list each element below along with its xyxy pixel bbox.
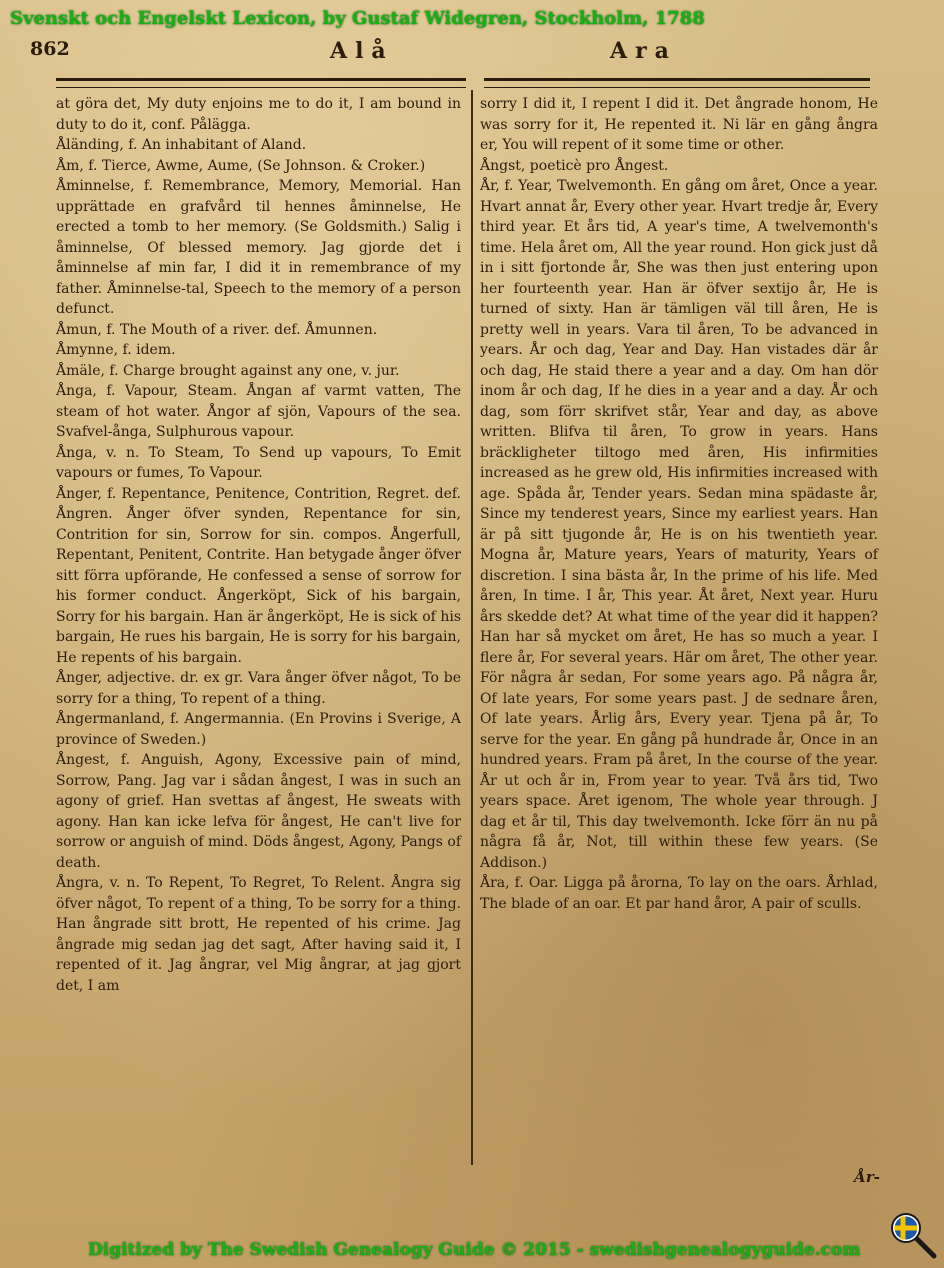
dictionary-entry: År, f. Year, Twelvemonth. En gång om året, Once a year. Hvart annat år, Every other year. Hvart tredje år, Every third year. Et års tid, A year's time, A twelvemonth's time. Hela året om, All the year round. Hon gick just då in i sitt fjortonde år, She was then just entering upon her fourteenth year. Han är öfver sextijo år, He is turned of sixty. Han är tämligen väl till åren, He is pretty well in years. Vara til åren, To be advanced in years. År och dag, Year and Day. Han vistades där år och dag, He staid there a year and a day. Om han dör inom år och dag, If he dies in a year and a day. År och dag, som förr skrifvet står, Year and day, as above written. Blifva til åren, To grow in years. Hans bräckligheter tiltogo med åren, His infirmities increased as he grew old, His infirmities increased with age. Spåda år, Tender years. Sedan mina spädaste år, Since my tenderest years, Since my earliest years. Han är på sitt tjugonde år, He is on his twentieth year. Mogna år, Mature years, Years of maturity, Years of discretion. I sina bästa år, In the prime of his life. Med åren, In time. I år, This year. Åt året, Next year. Huru års skedde det? At what time of the year did it happen? Han har så mycket om året, He has so much a year. I flere år, For several years. Här om året, The other year. För några år sedan, For some years ago. På några år, Of late years, For some years past. J de sednare åren, Of late years. Årlig års, Every year. Tjena på år, To serve for the year. En gång på hundrade år, Once in an hundred years. Fram på året, In the course of the year. År ut och år in, From year to year. Två års tid, Two years space. Året igenom, The whole year through. J dag et år til, This day twelvemonth. Icke förr än nu på några få år, Not, till within these few years. (Se Addison.) [480, 178, 878, 871]
dictionary-entry: Ångermanland, f. Angermannia. (En Provins i Sverige, A province of Sweden.) [56, 711, 461, 748]
catchword: År- [854, 1168, 880, 1186]
dictionary-entry: Åra, f. Oar. Ligga på årorna, To lay on the oars. Århlad, The blade of an oar. Et par hand åror, A pair of sculls. [480, 875, 878, 912]
column-divider [471, 90, 473, 1165]
header-rule-left [56, 78, 466, 88]
dictionary-entry: Åm, f. Tierce, Awme, Aume, (Se Johnson. & Croker.) [56, 157, 426, 174]
running-head-right: Ara [610, 38, 677, 64]
dictionary-entry: at göra det, My duty enjoins me to do it, I am bound in duty to do it, conf. Pålägga. [56, 96, 461, 133]
dictionary-entry: Åminnelse, f. Remembrance, Memory, Memorial. Han upprättade en grafvård til hennes åminnelse, He erected a tomb to her memory. (Se Goldsmith.) Salig i åminnelse, Of blessed memory. Jag gjorde det i åminnelse af min far, I did it in remembrance of my father. Åminnelse-tal, Speech to the memory of a person defunct. [56, 178, 461, 317]
dictionary-entry: Åländing, f. An inhabitant of Aland. [56, 137, 307, 153]
banner-title: Svenskt och Engelskt Lexicon, by Gustaf Widegren, Stockholm, 1788 [10, 8, 705, 29]
dictionary-entry: sorry I did it, I repent I did it. Det ångrade honom, He was sorry for it, He repented it. Ni lär en gång ångra er, You will repent of it some time or other. [480, 96, 878, 153]
header-rule-right [484, 78, 870, 88]
dictionary-entry: Åmynne, f. idem. [56, 342, 176, 358]
dictionary-entry: Åmäle, f. Charge brought against any one, v. jur. [56, 362, 400, 379]
right-column [480, 94, 878, 914]
dictionary-entry: Åmun, f. The Mouth of a river. def. Åmunnen. [56, 321, 378, 338]
running-head [30, 38, 880, 68]
dictionary-entry: Ånger, adjective. dr. ex gr. Vara ånger öfver något, To be sorry for a thing, To repent of a thing. [56, 670, 461, 707]
dictionary-entry: Ångra, v. n. To Repent, To Regret, To Relent. Ångra sig öfver något, To repent of a thing, To be sorry for a thing. Han ångrade sitt brott, He repented of his crime. Jag ångrade mig sedan jag det sagt, After having said it, I repented of it. Jag ångrar, vel Mig ångrar, at jag gjort det, I am [56, 875, 461, 994]
dictionary-entry: Ånga, f. Vapour, Steam. Ångan af varmt vatten, The steam of hot water. Ångor af sjön, Vapours of the sea. Svafvel-ånga, Sulphurous vapour. [56, 383, 461, 440]
dictionary-entry: Ångest, f. Anguish, Agony, Excessive pain of mind, Sorrow, Pang. Jag var i sådan ångest, I was in such an agony of grief. Han svettas af ångest, He sweats with agony. Han kan icke lefva för ångest, He can't live for sorrow or anguish of mind. Döds ångest, Agony, Pangs of death. [56, 752, 461, 871]
left-column [56, 94, 461, 996]
banner-footer: Digitized by The Swedish Genealogy Guide © 2015 - swedishgenealogyguide.com [88, 1240, 861, 1260]
page-number: 862 [30, 38, 70, 60]
dictionary-entry: Ånga, v. n. To Steam, To Send up vapours, To Emit vapours or fumes, To Vapour. [56, 444, 461, 481]
dictionary-entry: Ångst, poeticè pro Ångest. [480, 157, 669, 174]
running-head-left: Alå [330, 38, 394, 64]
magnifier-swedish-flag-icon[interactable] [890, 1212, 938, 1260]
dictionary-entry: Ånger, f. Repentance, Penitence, Contrition, Regret. def. Ångren. Ånger öfver synden, Repentance for sin, Contrition for sin, Sorrow for sin. compos. Ångerfull, Repentant, Penitent, Contrite. Han betygade ånger öfver sitt förra upförande, He confessed a sense of sorrow for his former conduct. Ångerköpt, Sick of his bargain, Sorry for his bargain. Han är ångerköpt, He is sick of his bargain, He rues his bargain, He is sorry for his bargain, He repents of his bargain. [56, 485, 461, 666]
